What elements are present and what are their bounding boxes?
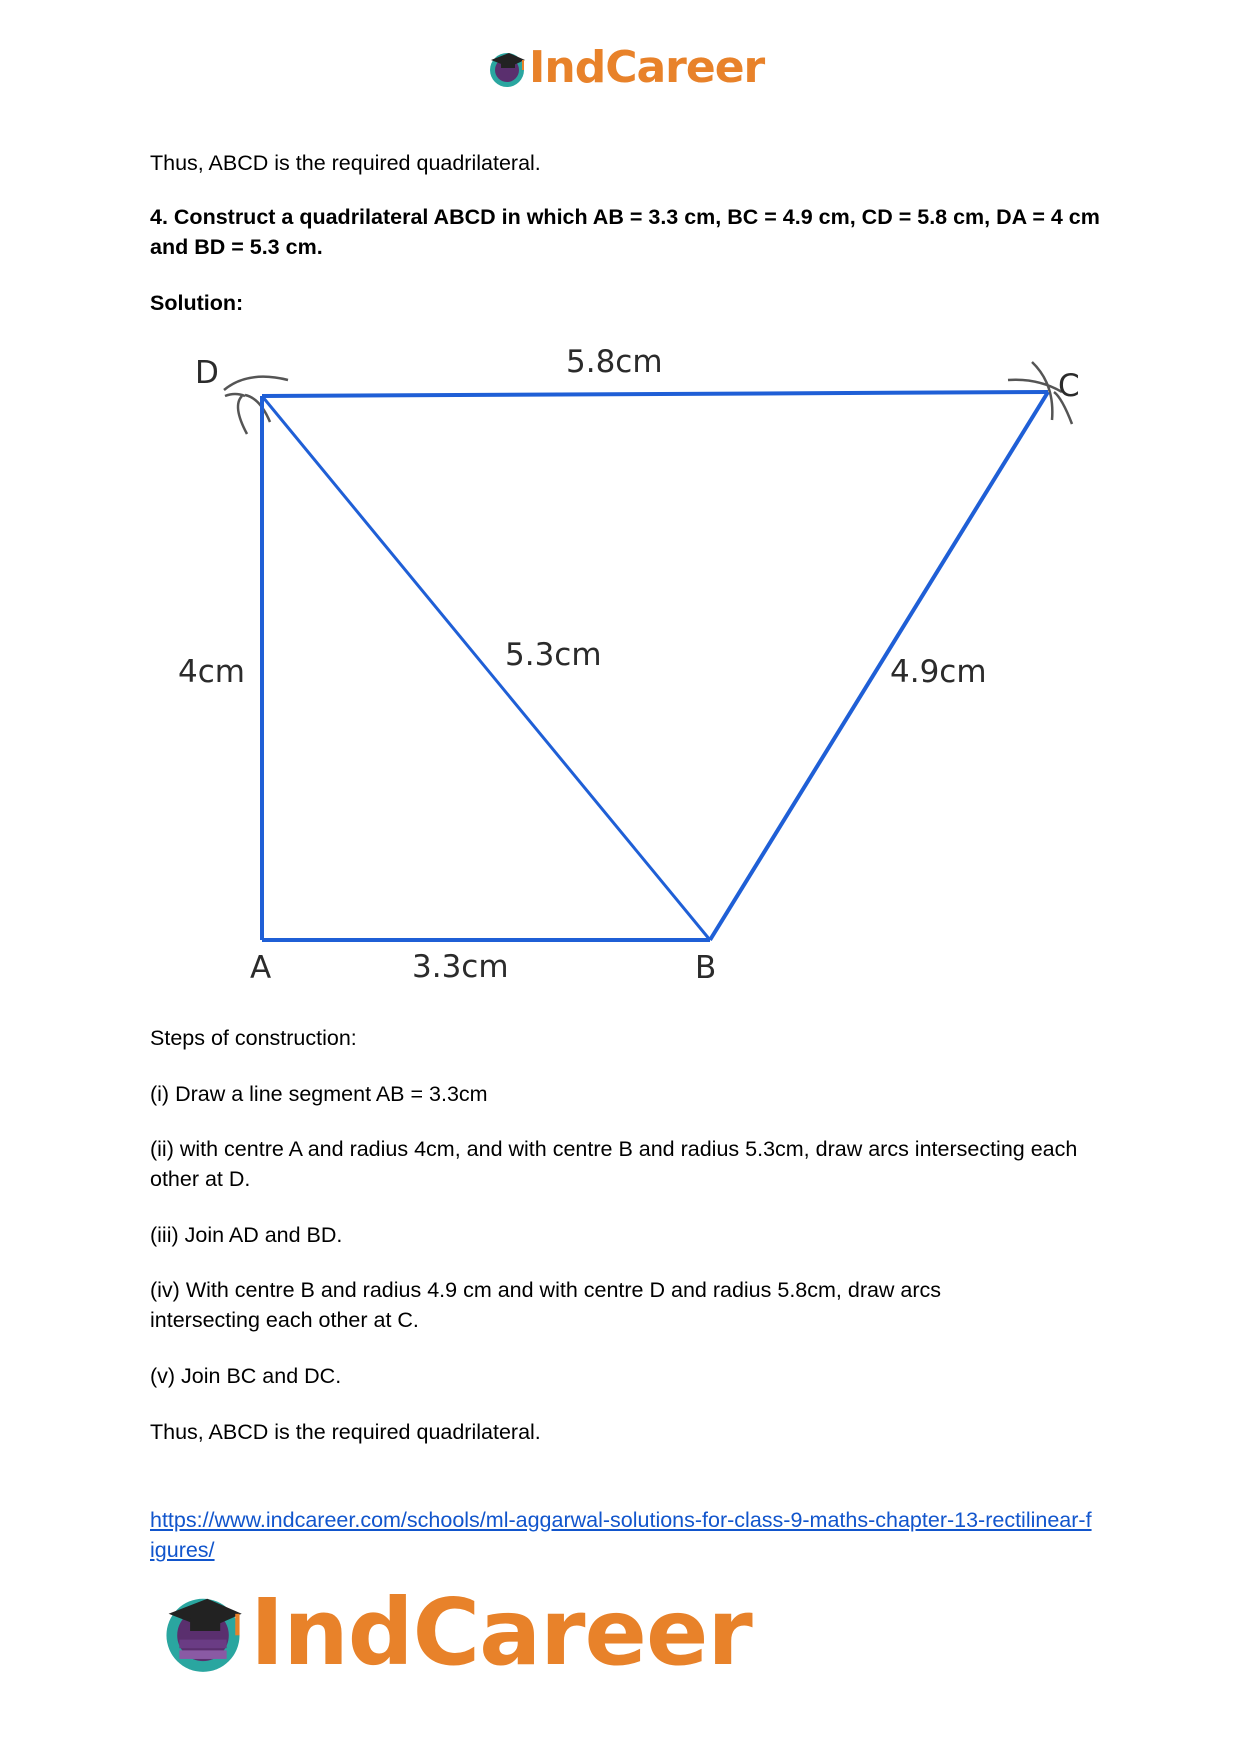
length-label-bd: 5.3cm [505,637,602,673]
length-label-da: 4cm [178,654,245,690]
source-link[interactable]: https://www.indcareer.com/schools/ml-aggarwal-solutions-for-class-9-maths-chapter-13-rectilinear-figures/ [150,1508,1092,1562]
step-3: (iii) Join AD and BD. [150,1223,343,1247]
vertex-label-b: B [695,950,717,986]
diagonal-bd [262,396,710,940]
step-4: (iv) With centre B and radius 4.9 cm and with centre D and radius 5.8cm, draw arcs intersecting each other at C. [150,1278,942,1332]
logo-text: IndCareer [529,42,765,93]
step-2: (ii) with centre A and radius 4cm, and with centre B and radius 5.3cm, draw arcs intersecting each other at D. [150,1137,1078,1191]
logo-text: IndCareer [250,1579,752,1686]
vertex-label-d: D [195,355,219,391]
side-cd [262,392,1048,396]
step-1: (i) Draw a line segment AB = 3.3cm [150,1082,488,1106]
intro-text: Thus, ABCD is the required quadrilateral. [150,151,541,175]
question-text: 4. Construct a quadrilateral ABCD in which AB = 3.3 cm, BC = 4.9 cm, CD = 5.8 cm, DA = 4 cm and BD = 5.3 cm. [150,205,1100,259]
header-logo [487,40,765,96]
arc-d-4 [225,394,245,396]
graduation-cap-icon [487,48,527,88]
quadrilateral-diagram [150,340,1100,1000]
graduation-cap-icon [160,1588,246,1674]
length-label-ab: 3.3cm [412,949,509,985]
arc-d-3 [238,396,247,434]
conclusion-text: Thus, ABCD is the required quadrilateral. [150,1420,541,1444]
step-5: (v) Join BC and DC. [150,1364,342,1388]
length-label-bc: 4.9cm [890,654,987,690]
steps-heading: Steps of construction: [150,1026,357,1050]
vertex-label-c: C [1058,368,1080,404]
length-label-cd: 5.8cm [566,344,663,380]
solution-label: Solution: [150,291,244,315]
arc-d-1 [224,377,288,390]
vertex-label-a: A [250,950,272,986]
footer-logo [160,1578,752,1688]
side-bc [710,392,1048,940]
arcs-at-d [224,377,288,434]
